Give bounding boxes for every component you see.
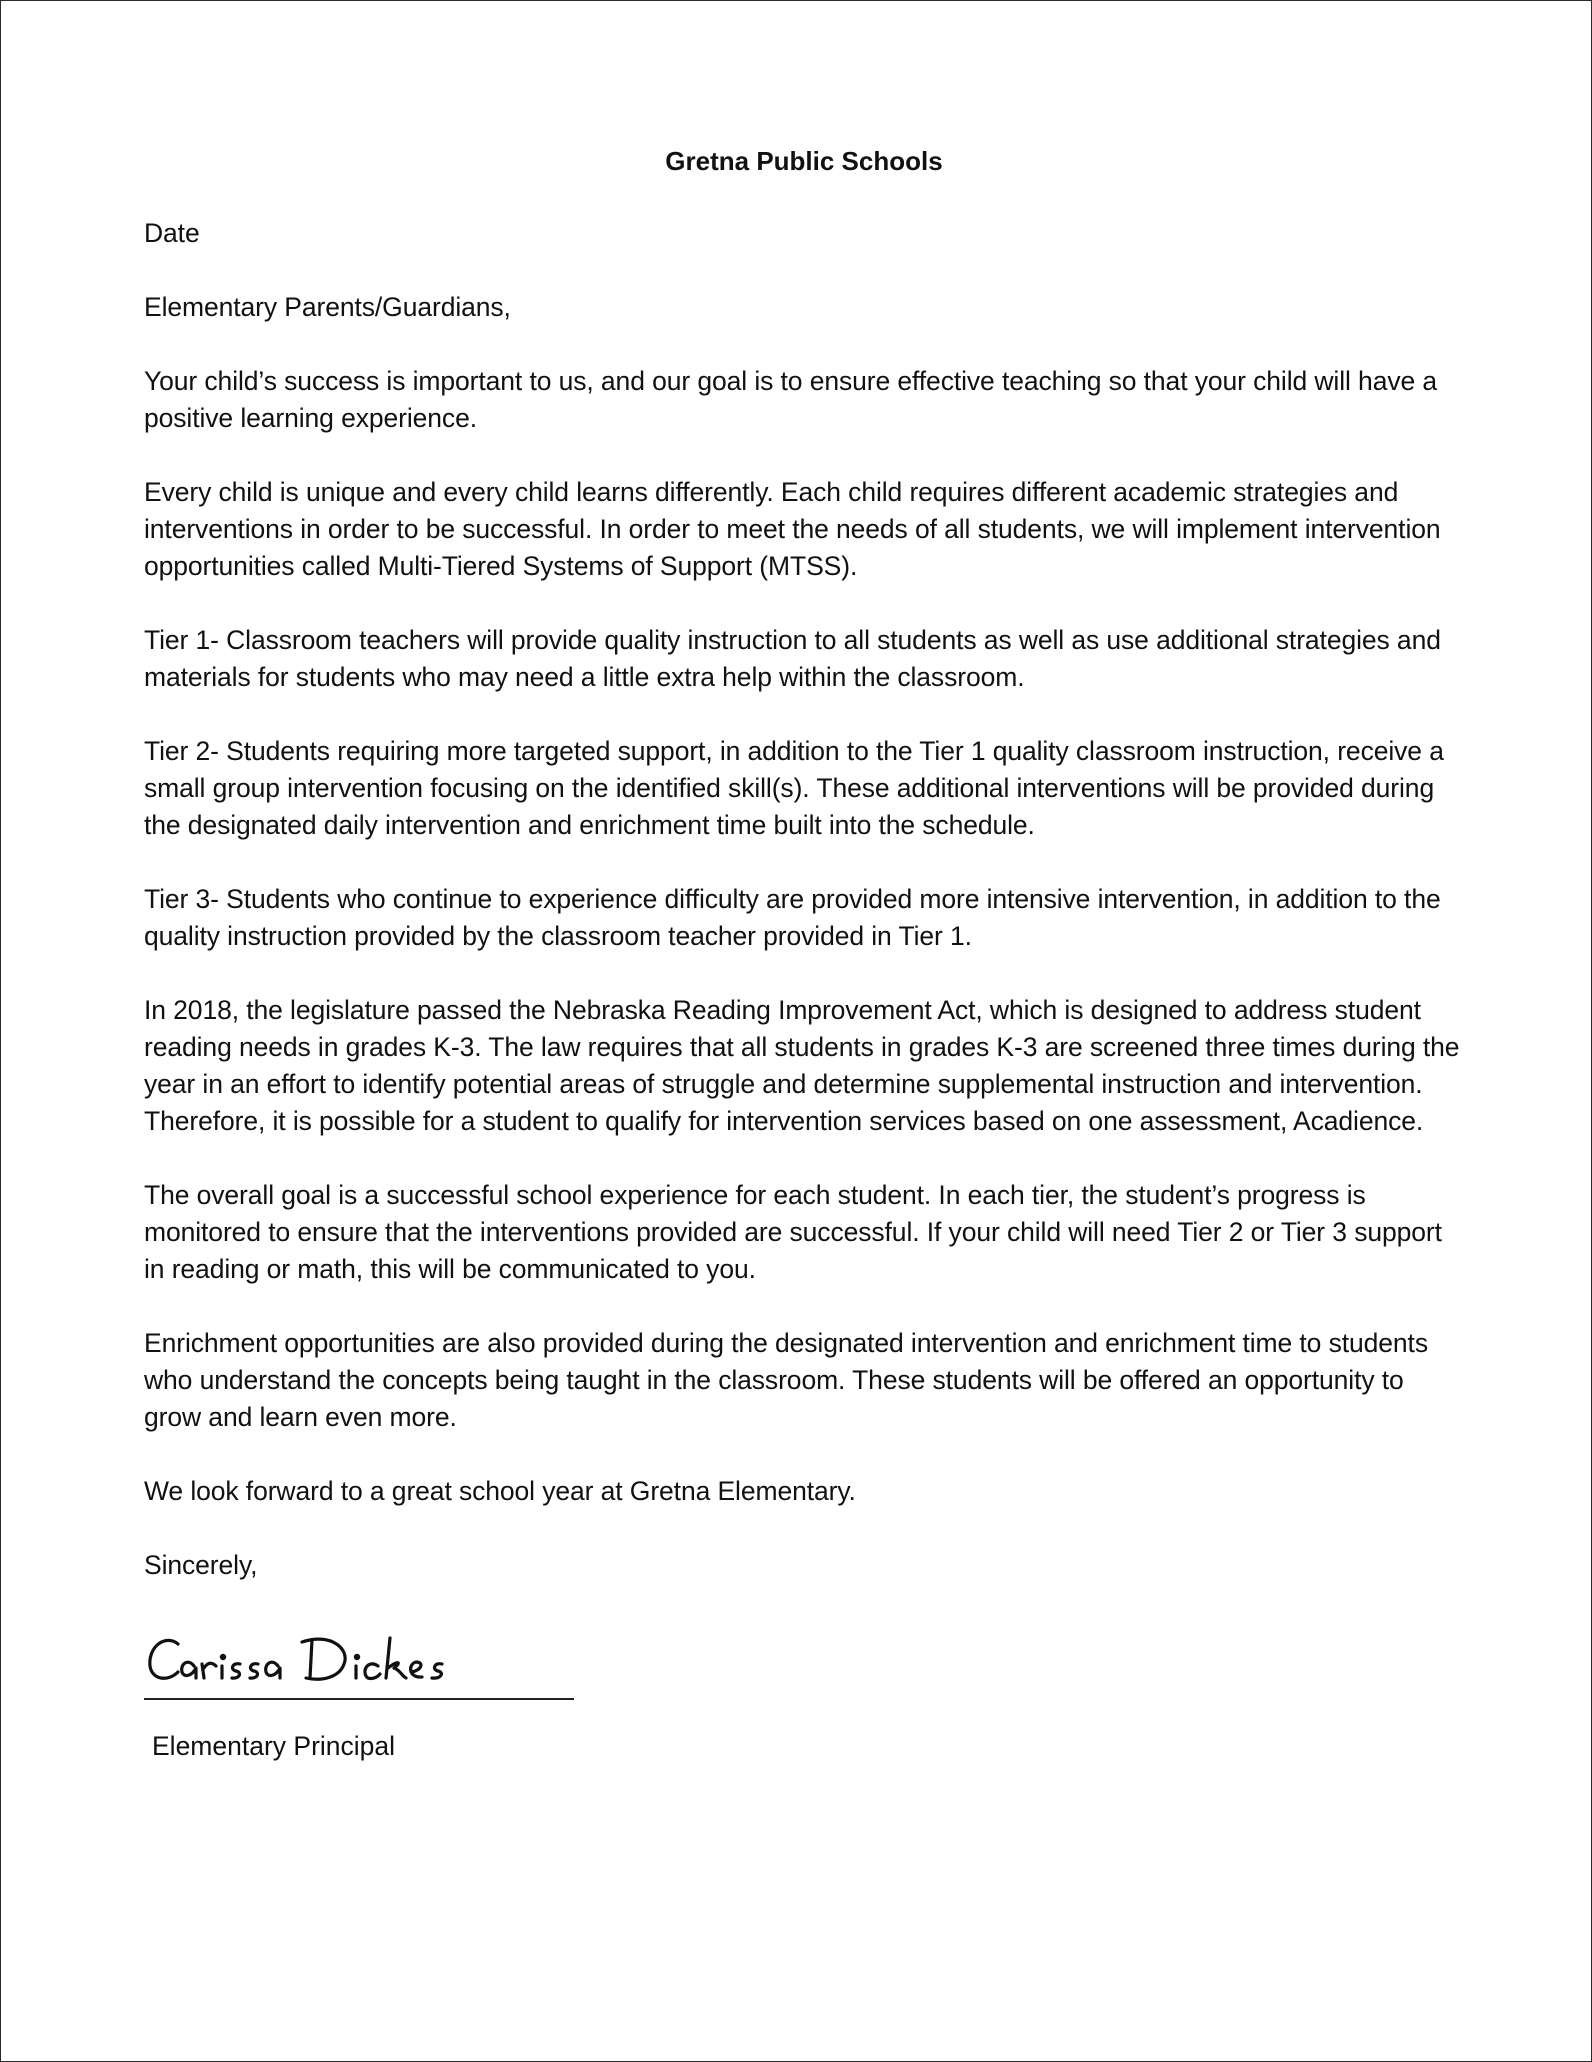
- paragraph-intro: Your child’s success is important to us, and our goal is to ensure effective teaching so that your child will have a positive learning experience.: [144, 366, 1438, 433]
- paragraph-closing-remark: We look forward to a great school year at Gretna Elementary.: [144, 1476, 856, 1506]
- handwritten-signature: [144, 1624, 584, 1694]
- letter-closing: Sincerely,: [144, 1550, 258, 1580]
- signer-title: Elementary Principal: [152, 1731, 396, 1761]
- paragraph-reading-act: In 2018, the legislature passed the Nebraska Reading Improvement Act, which is designed to address student reading needs in grades K-3. The law requires that all students in grades K-3 are screened three times during the year in an effort to identify potential areas of struggle and determine supplemental instruction and intervention. Therefore, it is possible for a student to qualify for intervention services based on one assessment, Acadience.: [144, 995, 1460, 1136]
- letter-salutation: Elementary Parents/Guardians,: [144, 292, 511, 322]
- signature-line: [144, 1698, 574, 1700]
- signature-block: [144, 1624, 1464, 1765]
- paragraph-tier-1: Tier 1- Classroom teachers will provide quality instruction to all students as well as use additional strategies and materials for students who may need a little extra help within the classroom.: [144, 625, 1441, 692]
- paragraph-tier-3: Tier 3- Students who continue to experience difficulty are provided more intensive intervention, in addition to the quality instruction provided by the classroom teacher provided in Tier 1.: [144, 884, 1441, 951]
- letter-body: [144, 141, 1464, 1765]
- letter-title: Gretna Public Schools: [665, 146, 943, 176]
- paragraph-overall-goal: The overall goal is a successful school experience for each student. In each tier, the student’s progress is monitored to ensure that the interventions provided are successful. If your child will need Tier 2 or Tier 3 support in reading or math, this will be communicated to you.: [144, 1180, 1442, 1284]
- paragraph-enrichment: Enrichment opportunities are also provided during the designated intervention and enrichment time to students who understand the concepts being taught in the classroom. These students will be offered an opportunity to grow and learn even more.: [144, 1328, 1428, 1432]
- letter-date: Date: [144, 218, 200, 248]
- paragraph-tier-2: Tier 2- Students requiring more targeted support, in addition to the Tier 1 quality classroom instruction, receive a small group intervention focusing on the identified skill(s). These additional interventions will be provided during the designated daily intervention and enrichment time built into the schedule.: [144, 736, 1444, 840]
- paragraph-mtss: Every child is unique and every child learns differently. Each child requires different academic strategies and interventions in order to be successful. In order to meet the needs of all students, we will implement intervention opportunities called Multi-Tiered Systems of Support (MTSS).: [144, 477, 1441, 581]
